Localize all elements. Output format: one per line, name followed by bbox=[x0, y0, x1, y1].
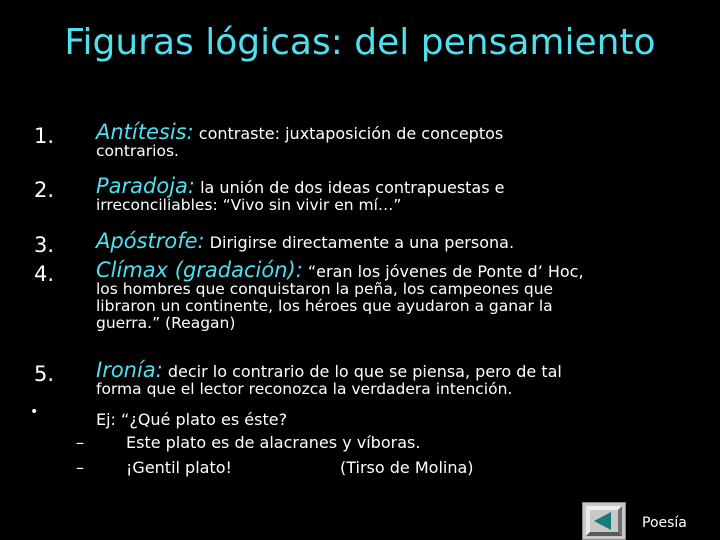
item-number: 4. bbox=[34, 262, 55, 286]
list-item bbox=[96, 258, 696, 332]
list-item bbox=[96, 120, 696, 160]
item-lead: Dirigirse directamente a una persona. bbox=[204, 233, 515, 252]
item-continuation: guerra.” (Reagan) bbox=[96, 314, 236, 332]
nav-label[interactable]: Poesía bbox=[642, 515, 687, 531]
item-lead: “eran los jóvenes de Ponte d’ Hoc, bbox=[302, 262, 584, 281]
example-line: Este plato es de alacranes y víboras. bbox=[126, 433, 421, 452]
back-arrow-icon bbox=[583, 503, 625, 539]
item-continuation: los hombres que conquistaron la peña, los campeones que bbox=[96, 280, 554, 298]
list-item bbox=[96, 358, 696, 398]
item-continuation: irreconciliables: “Vivo sin vivir en mí…” bbox=[96, 196, 402, 214]
item-lead: la unión de dos ideas contrapuestas e bbox=[195, 178, 505, 197]
item-continuation: forma que el lector reconozca la verdadera intención. bbox=[96, 380, 513, 398]
item-number: 3. bbox=[34, 233, 55, 257]
item-heading: Clímax (gradación): bbox=[96, 258, 303, 282]
item-number: 1. bbox=[34, 124, 55, 148]
item-continuation: contrarios. bbox=[96, 142, 179, 160]
item-heading: Apóstrofe: bbox=[96, 229, 205, 253]
list-item bbox=[96, 174, 696, 214]
example-bullet: • bbox=[30, 404, 39, 420]
slide-title: Figuras lógicas: del pensamiento bbox=[64, 22, 656, 63]
example-dash: – bbox=[76, 458, 84, 477]
example-dash: – bbox=[76, 433, 84, 452]
item-number: 2. bbox=[34, 178, 55, 202]
item-lead: decir lo contrario de lo que se piensa, pero de tal bbox=[162, 362, 562, 381]
example-source: (Tirso de Molina) bbox=[340, 458, 474, 477]
item-lead: contraste: juxtaposición de conceptos bbox=[193, 124, 504, 143]
item-number: 5. bbox=[34, 362, 55, 386]
item-heading: Antítesis: bbox=[96, 120, 194, 144]
back-button[interactable] bbox=[582, 502, 626, 540]
item-heading: Paradoja: bbox=[96, 174, 195, 198]
item-continuation: libraron un continente, los héroes que ayudaron a ganar la bbox=[96, 297, 553, 315]
item-heading: Ironía: bbox=[96, 358, 163, 382]
list-item bbox=[96, 229, 696, 253]
example-line: ¡Gentil plato! bbox=[126, 458, 232, 477]
example-intro: Ej: “¿Qué plato es éste? bbox=[96, 410, 288, 429]
